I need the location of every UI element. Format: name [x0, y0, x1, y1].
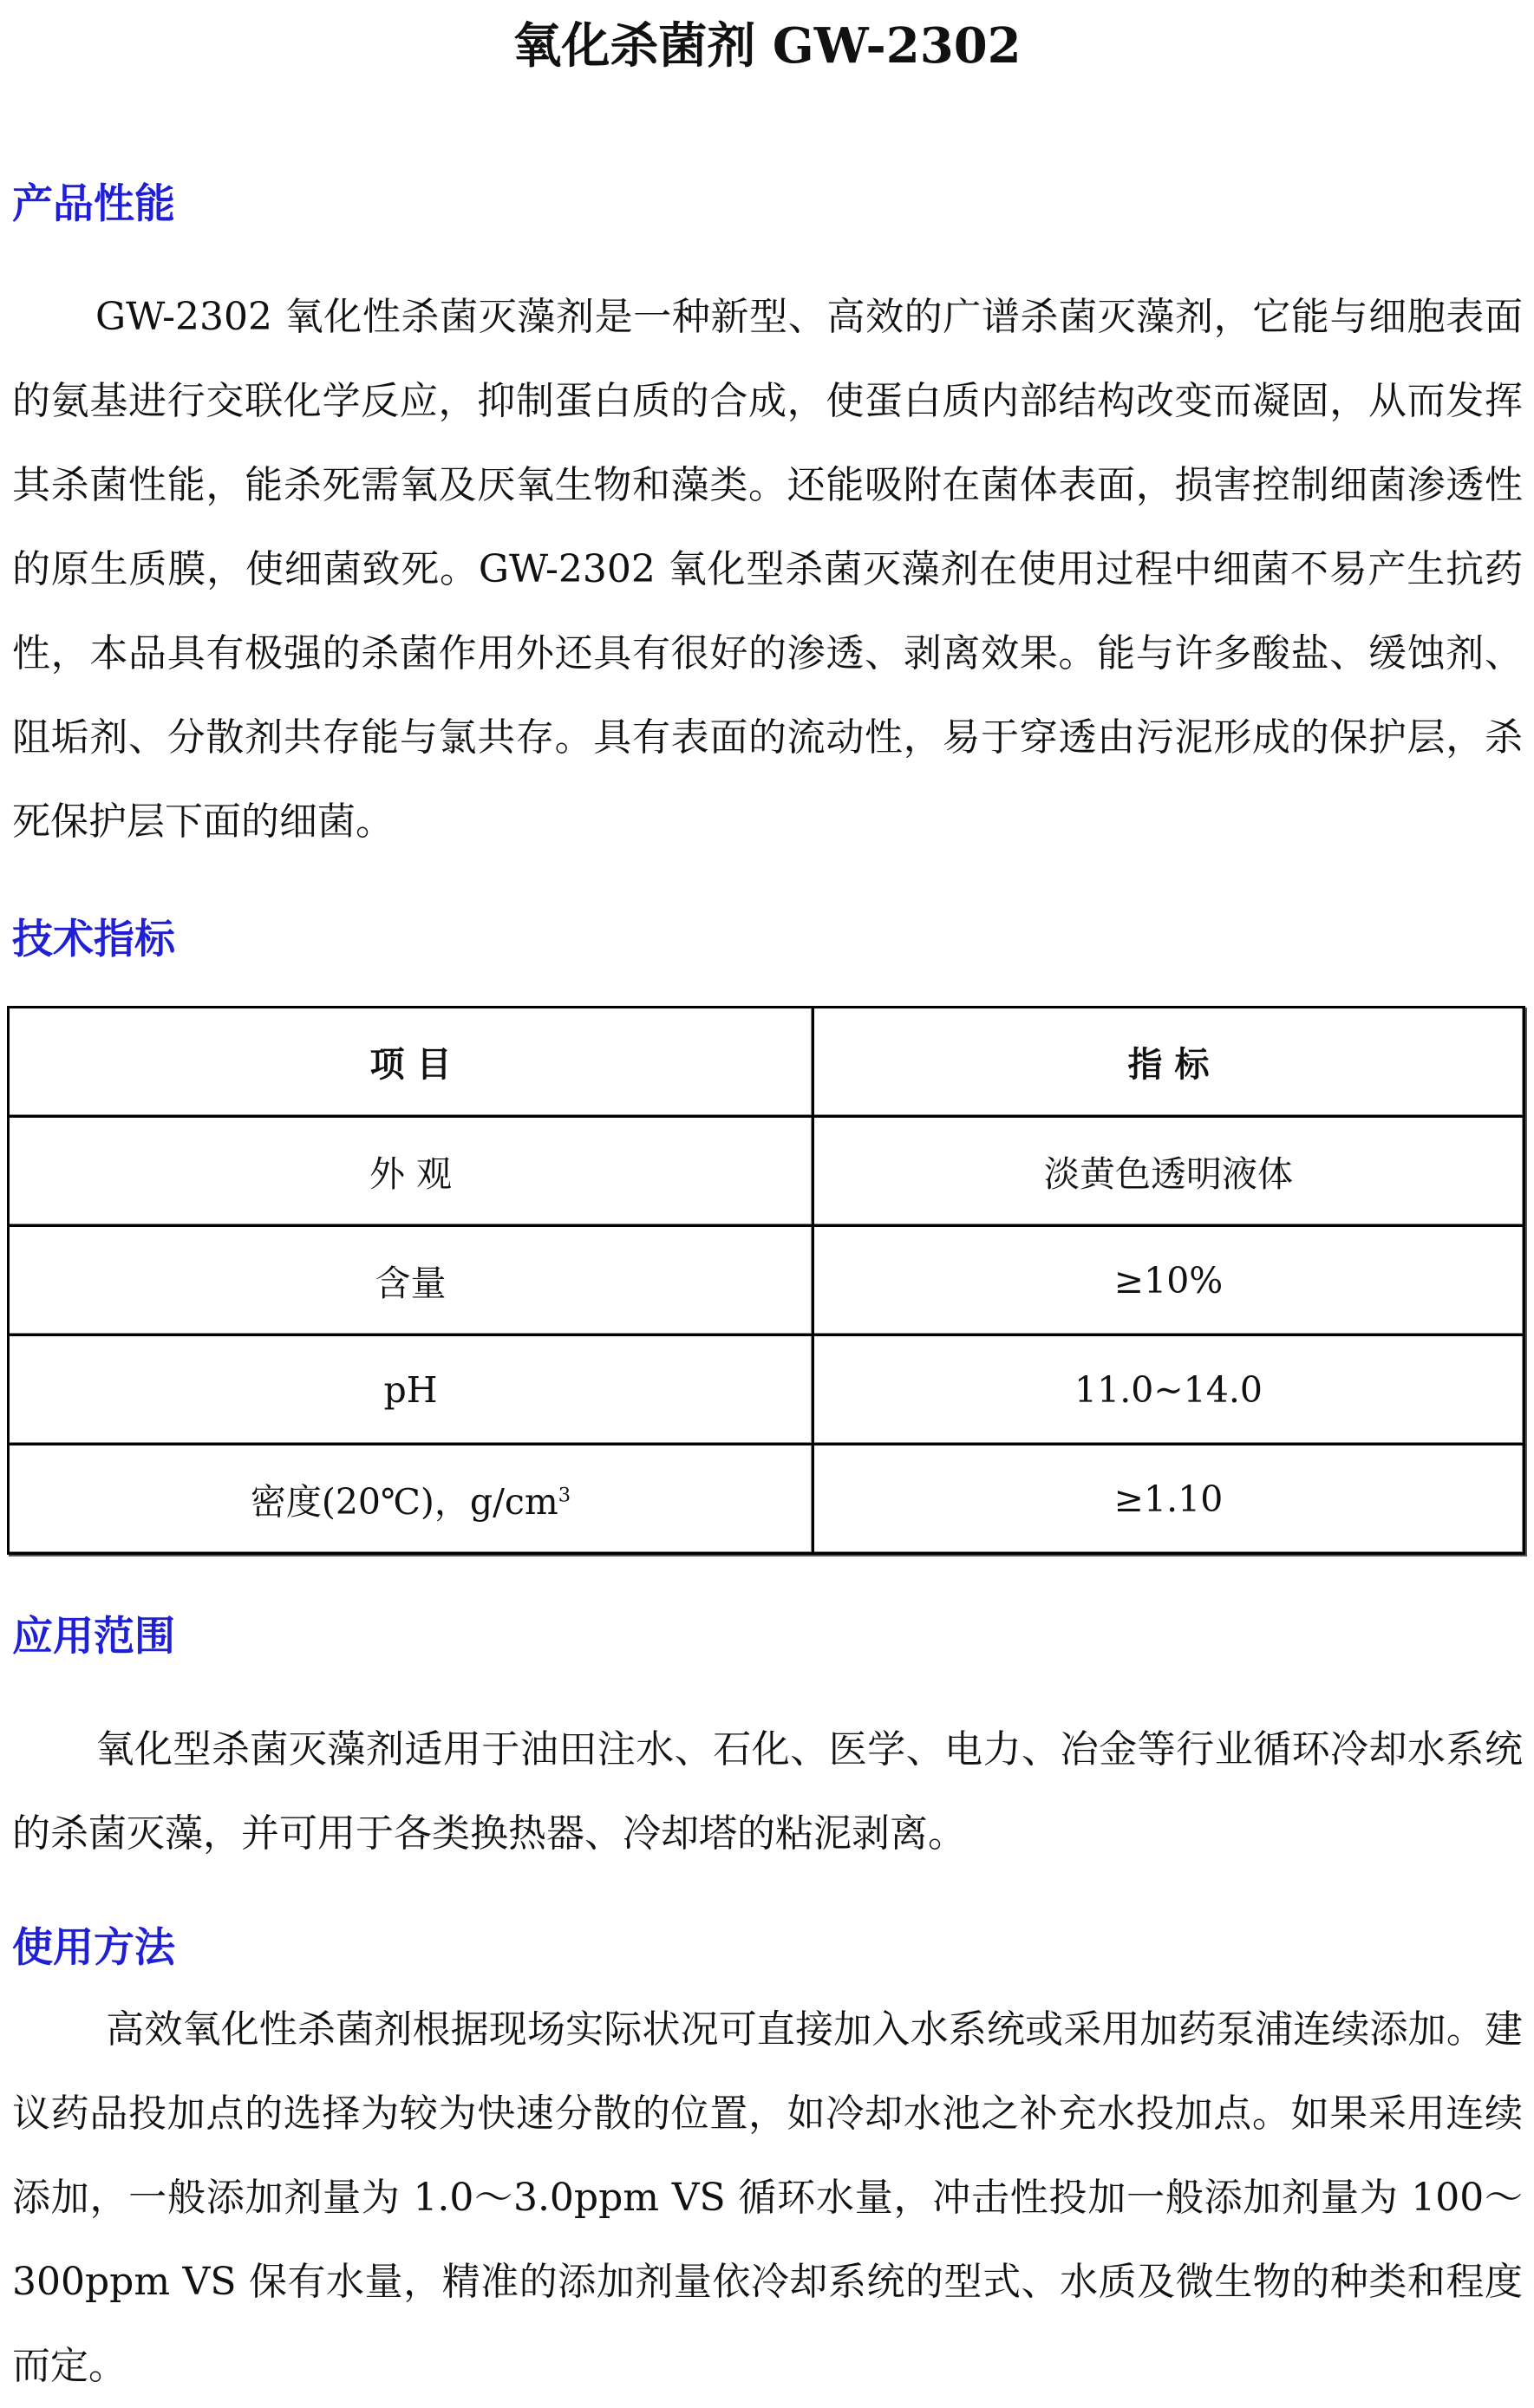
section-heading-application-scope: 应用范围: [12, 1613, 175, 1661]
table-cell-value: 11.0~14.0: [814, 1336, 1523, 1445]
application-scope-text: 氧化型杀菌灭藻剂适用于油田注水、石化、医学、电力、冶金等行业循环冷却水系统的杀菌灭藻，并可用于各类换热器、冷却塔的粘泥剥离。: [12, 1727, 1523, 1856]
usage-method-text: 高效氧化性杀菌剂根据现场实际状况可直接加入水系统或采用加药泵浦连续添加。建议药品投加点的选择为较为快速分散的位置，如冷却水池之补充水投加点。如果采用连续添加，一般添加剂量为 1.0～3.0ppm VS 循环水量，冲击性投加一般添加剂量为 100～300ppm VS 保有水量，精准的添加剂量依冷却系统的型式、水质及微生物的种类和程度而定。: [12, 2007, 1523, 2388]
table-header-value: 指 标: [814, 1008, 1523, 1118]
section-heading-usage-method: 使用方法: [12, 1924, 175, 1972]
section-heading-product-performance: 产品性能: [12, 180, 175, 228]
product-performance-paragraph: [12, 275, 1523, 864]
table-row: [10, 1227, 1523, 1336]
table-cell-value: ≥1.10: [814, 1445, 1523, 1552]
product-performance-text: GW-2302 氧化性杀菌灭藻剂是一种新型、高效的广谱杀菌灭藻剂，它能与细胞表面的氨基进行交联化学反应，抑制蛋白质的合成，使蛋白质内部结构改变而凝固，从而发挥其杀菌性能，能杀死需氧及厌氧生物和藻类。还能吸附在菌体表面，损害控制细菌渗透性的原生质膜，使细菌致死。GW-2302 氧化型杀菌灭藻剂在使用过程中细菌不易产生抗药性，本品具有极强的杀菌作用外还具有很好的渗透、剥离效果。能与许多酸盐、缓蚀剂、阻垢剂、分散剂共存能与氯共存。具有表面的流动性，易于穿透由污泥形成的保护层，杀死保护层下面的细菌。: [12, 295, 1523, 844]
table-cell-item: [10, 1445, 814, 1552]
table-header-item: 项 目: [10, 1008, 814, 1118]
table-cell-value: ≥10%: [814, 1227, 1523, 1336]
table-cell-item: 含量: [10, 1227, 814, 1336]
density-unit-exponent: 3: [558, 1484, 571, 1507]
usage-method-paragraph: [12, 1987, 1523, 2408]
table-cell-item: pH: [10, 1336, 814, 1445]
table-row: [10, 1336, 1523, 1445]
application-scope-paragraph: [12, 1707, 1523, 1876]
density-label: 密度(20℃)，g/cm: [250, 1481, 558, 1523]
spec-table: [7, 1006, 1525, 1555]
table-header-row: [10, 1008, 1523, 1118]
table-row: [10, 1445, 1523, 1552]
table-row: [10, 1118, 1523, 1227]
section-heading-technical-specs: 技术指标: [12, 916, 175, 963]
document-title: 氧化杀菌剂 GW-2302: [512, 17, 1022, 75]
table-cell-item: 外 观: [10, 1118, 814, 1227]
table-cell-value: 淡黄色透明液体: [814, 1118, 1523, 1227]
